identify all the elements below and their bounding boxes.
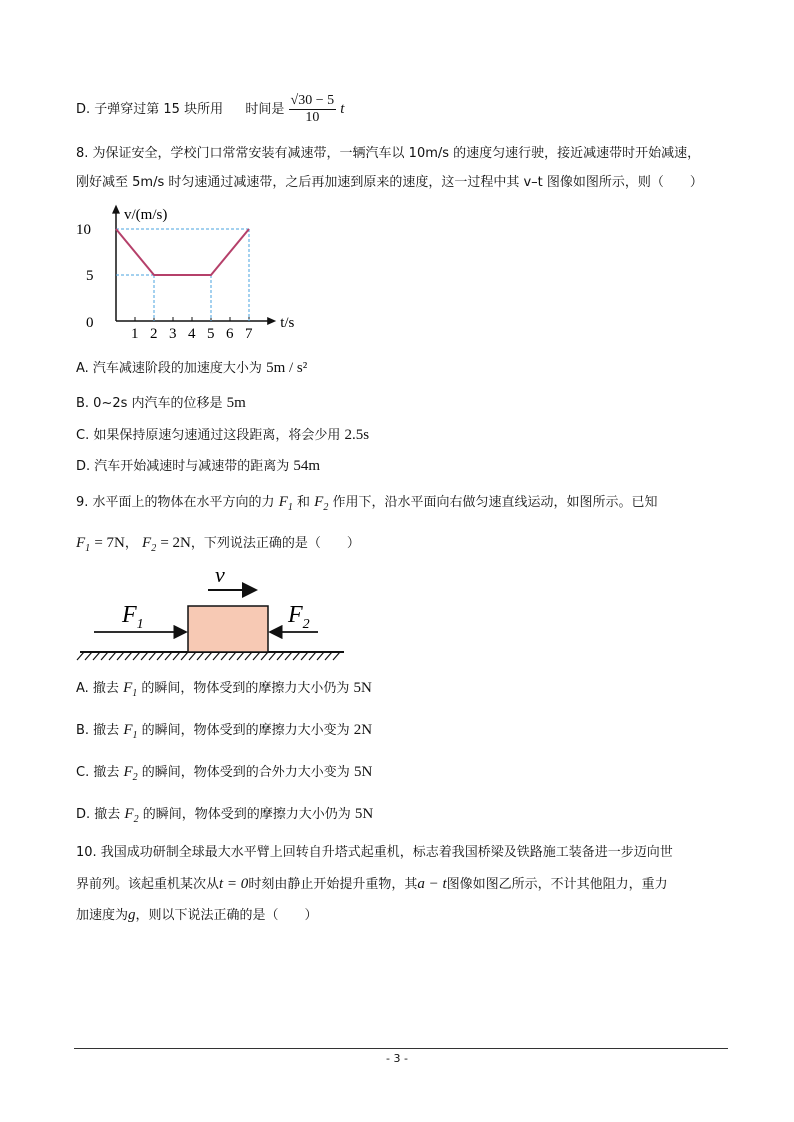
f2-label (287, 602, 310, 632)
q9-option-a-pre: A. 撤去 (76, 681, 119, 696)
q9-option-b (76, 720, 372, 746)
q10-line1: 10. 我国成功研制全球最大水平臂上回转自升塔式起重机，标志着我国桥梁及铁路施工装备进一步迈向世 (76, 845, 673, 860)
hatch-stroke (245, 652, 252, 660)
q9-f2-symbol (314, 494, 329, 513)
q9-f1-subscript: 1 (287, 502, 293, 513)
q9-option-c-symbol (123, 764, 138, 783)
q8-option-b-text: B. 0~2s 内汽车的位移是 (76, 396, 223, 411)
hatch-stroke (197, 652, 204, 660)
q9-given-f1-symbol (76, 535, 91, 554)
q10-line3-a: 加速度为 (76, 908, 129, 923)
hatch-stroke (101, 652, 108, 660)
q10-line2-a: 界前列。该起重机某次从 (76, 877, 220, 892)
origin-label: 0 (86, 315, 94, 331)
q9-option-b-letter: F (123, 722, 133, 738)
hatch-stroke (181, 652, 188, 660)
q9-given-f2-subscript: 2 (151, 543, 157, 554)
hatch-stroke (85, 652, 92, 660)
q9-option-c (76, 762, 372, 788)
q9-given-f2-symbol (142, 535, 157, 554)
q9-given-f1: = 7N (94, 535, 125, 551)
q9-option-b-subscript: 1 (132, 730, 138, 741)
vt-chart (76, 203, 296, 343)
hatch-stroke (125, 652, 132, 660)
y-axis-arrow (112, 205, 120, 214)
q8-option-a-value: 5m / s² (266, 360, 308, 376)
q9-option-c-value: 5N (353, 764, 373, 780)
q10-line2-c: 图像如图乙所示，不计其他阻力，重力 (446, 877, 668, 892)
x-tick-label: 1 (131, 326, 139, 342)
y-axis-label: v/(m/s) (124, 207, 168, 223)
q9-option-a-post: 的瞬间，物体受到的摩擦力大小仍为 (141, 681, 350, 696)
ground-hatching (77, 652, 340, 660)
hatch-stroke (109, 652, 116, 660)
q9-stem-text-b: 和 (297, 495, 311, 510)
q10-line2-b: 时刻由静止开始提升重物，其 (248, 877, 418, 892)
q9-given-f2-letter: F (142, 535, 152, 551)
q9-option-b-post: 的瞬间，物体受到的摩擦力大小变为 (141, 723, 350, 738)
q9-option-d-value: 5N (354, 806, 374, 822)
q7-fraction-denominator: 10 (305, 110, 320, 125)
q10-g: g (128, 907, 136, 923)
q9-option-c-subscript: 2 (132, 772, 138, 783)
q9-option-a-subscript: 1 (132, 688, 138, 699)
hatch-stroke (189, 652, 196, 660)
q9-option-b-pre: B. 撤去 (76, 723, 120, 738)
q9-given-f2: = 2N (160, 535, 191, 551)
q9-option-c-post: 的瞬间，物体受到的合外力大小变为 (141, 765, 350, 780)
page-number: - 3 - (386, 1052, 408, 1065)
q9-option-d-pre: D. 撤去 (76, 807, 121, 822)
q7-option-d-mid: 时间是 (245, 102, 285, 117)
q9-f2-letter: F (314, 494, 324, 510)
hatch-stroke (141, 652, 148, 660)
q8-option-c (76, 425, 369, 446)
hatch-stroke (165, 652, 172, 660)
f1-label-letter: F (122, 602, 137, 628)
q9-option-b-symbol (123, 722, 138, 741)
q10-line2 (76, 874, 668, 895)
hatch-stroke (317, 652, 324, 660)
hatch-stroke (173, 652, 180, 660)
block (188, 606, 268, 652)
x-tick-label: 3 (169, 326, 177, 342)
q9-option-d-post: 的瞬间，物体受到的摩擦力大小仍为 (142, 807, 351, 822)
q8-stem-line1: 8. 为保证安全，学校门口常常安装有减速带，一辆汽车以 10m/s 的速度匀速行驶，接近减速带时开始减速， (76, 146, 701, 161)
q10-t-zero: t = 0 (219, 876, 249, 892)
hatch-stroke (285, 652, 292, 660)
hatch-stroke (77, 652, 84, 660)
q8-option-b (76, 393, 246, 414)
hatch-stroke (237, 652, 244, 660)
hatch-stroke (261, 652, 268, 660)
hatch-stroke (277, 652, 284, 660)
hatch-stroke (301, 652, 308, 660)
q9-option-d-symbol (124, 806, 139, 825)
f2-label-letter: F (288, 602, 303, 628)
q9-stem-line1 (76, 492, 657, 518)
q9-stem-text-c: 作用下，沿水平面向右做匀速直线运动，如图所示。已知 (332, 495, 658, 510)
q8-option-d-value: 54m (293, 458, 321, 474)
hatch-stroke (117, 652, 124, 660)
vt-series-line (116, 229, 249, 275)
hatch-stroke (293, 652, 300, 660)
q9-f1-symbol (278, 494, 293, 513)
x-axis-label: t/s (280, 315, 295, 331)
q9-option-a-letter: F (123, 680, 133, 696)
f1-label (121, 602, 144, 632)
q9-option-a (76, 678, 372, 704)
q9-option-d-letter: F (124, 806, 134, 822)
q8-option-d-text: D. 汽车开始减速时与减速带的距离为 (76, 459, 290, 474)
hatch-stroke (205, 652, 212, 660)
footer-rule (74, 1048, 728, 1049)
q8-option-a-text: A. 汽车减速阶段的加速度大小为 (76, 361, 262, 376)
hatch-stroke (221, 652, 228, 660)
hatch-stroke (157, 652, 164, 660)
force-diagram (76, 560, 356, 668)
q9-stem-text-a: 9. 水平面上的物体在水平方向的力 (76, 495, 275, 510)
q10-a-t: a − t (417, 876, 447, 892)
q9-option-d-subscript: 2 (133, 814, 139, 825)
velocity-label: v (215, 562, 225, 587)
q9-given-f1-letter: F (76, 535, 86, 551)
q10-line3 (76, 905, 318, 926)
q10-line3-b: ，则以下说法正确的是（ ） (135, 908, 318, 923)
q8-option-c-text: C. 如果保持原速匀速通过这段距离，将会少用 (76, 428, 341, 443)
hatch-stroke (229, 652, 236, 660)
x-tick-label: 6 (226, 326, 234, 342)
q7-fraction (289, 93, 337, 126)
x-tick-label: 5 (207, 326, 215, 342)
f2-label-subscript: 2 (302, 617, 310, 632)
q9-option-a-symbol (123, 680, 138, 699)
hatch-stroke (93, 652, 100, 660)
q9-f1-letter: F (278, 494, 288, 510)
hatch-stroke (333, 652, 340, 660)
q9-stem-line2: $F_1 = 7N$， $F_2 = 2N$，下列说法正确的是（ ） (76, 535, 360, 554)
x-tick-label: 4 (188, 326, 196, 342)
q8-stem-line2: 刚好减至 5m/s 时匀速通过减速带，之后再加速到原来的速度，这一过程中其 v–t 图像如图所示，则（ ） (76, 175, 703, 190)
q7-fraction-numerator: √30 − 5 (290, 93, 335, 108)
hatch-stroke (213, 652, 220, 660)
hatch-stroke (325, 652, 332, 660)
q9-option-c-letter: F (123, 764, 133, 780)
y-tick-label: 10 (76, 222, 91, 238)
q9-option-a-value: 5N (353, 680, 372, 696)
q9-given-f1-subscript: 1 (85, 543, 91, 554)
x-tick-label: 7 (245, 326, 253, 342)
vt-chart-layer (76, 205, 295, 342)
x-tick-label: 2 (150, 326, 158, 342)
q8-option-a (76, 358, 307, 379)
f1-label-subscript: 1 (136, 617, 144, 632)
q7-option-d (76, 93, 344, 126)
y-tick-label: 5 (86, 268, 94, 284)
q8-option-d (76, 456, 320, 477)
q9-stem-line2-tail: ，下列说法正确的是（ ） (190, 536, 360, 551)
hatch-stroke (269, 652, 276, 660)
q9-option-c-pre: C. 撤去 (76, 765, 120, 780)
q9-option-b-value: 2N (353, 722, 373, 738)
q9-option-d (76, 804, 373, 830)
q7-variable-t: t (340, 101, 345, 117)
hatch-stroke (149, 652, 156, 660)
q8-option-b-value: 5m (226, 395, 246, 411)
hatch-stroke (133, 652, 140, 660)
q8-option-c-value: 2.5s (344, 427, 370, 443)
q7-option-d-prefix: D. 子弹穿过第 15 块所用 (76, 102, 224, 117)
hatch-stroke (253, 652, 260, 660)
hatch-stroke (309, 652, 316, 660)
x-axis-arrow (267, 317, 276, 325)
q9-f2-subscript: 2 (323, 502, 329, 513)
